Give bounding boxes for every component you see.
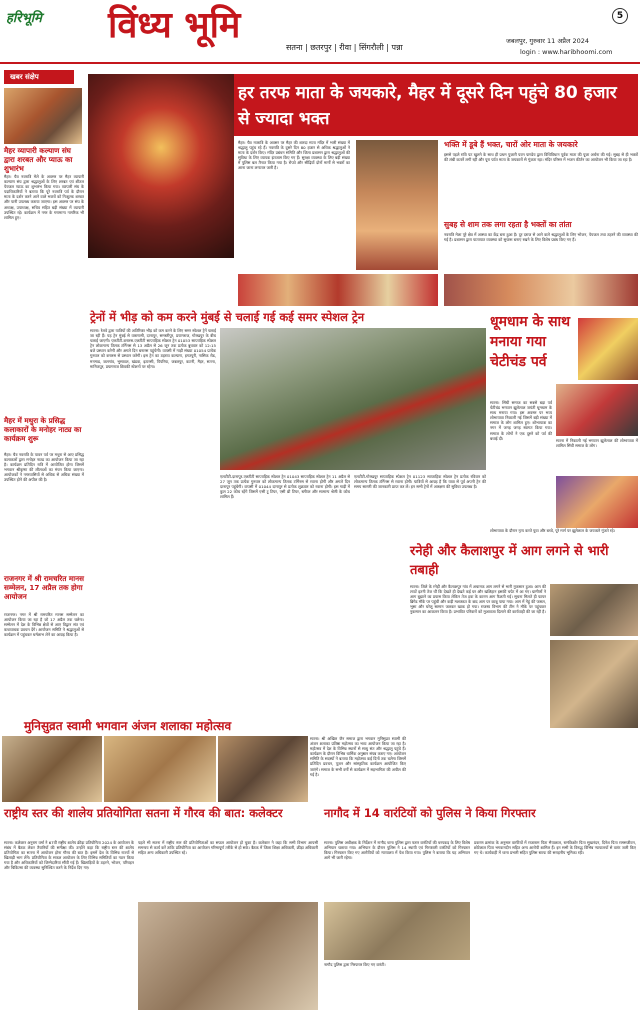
- devotees-photo: [238, 274, 438, 306]
- news-brief-sidebar: [2, 66, 86, 706]
- chetichand-caption-1: सतना में निकाली गई भगवान झूलेलाल की शोभायात्रा में शामिल सिंधी समाज के लोग।: [556, 438, 638, 449]
- police-photo: [324, 902, 470, 960]
- school-body: सतना। कलेक्टर अनुराग वर्मा ने 67वीं राष्ट्रीय शालेय क्रीड़ा प्रतियोगिता 2024 के आयोजन के संबंध में बैठक लेकर तैयारियों की समीक्षा की। उन्होंने कहा कि राष्ट्रीय स्तर की शालेय प्रतियोगिता का सतना में आयोजन होना गौरव की बात है। इसमें देश के विभिन्न राज्यों से खिलाड़ी भाग लेंगे। प्रतियोगिता के सफल आयोजन के लिए विभिन्न समितियों का गठन किया गया है और अधिकारियों को जिम्मेदारियां सौंपी गई हैं। खिलाड़ियों के ठहरने, भोजन, परिवहन और चिकित्सा की व्यवस्था सुनिश्चित करने के निर्देश दिए गए।: [4, 840, 134, 871]
- lead-story: [88, 66, 638, 306]
- trains-body-3: एलटीटी-गोरखपुर साप्ताहिक स्पेशल ट्रेन 01123 साप्ताहिक स्पेशल ट्रेन प्रत्येक रविवार को लोकमान्य तिलक टर्मिनस से रवाना होगी। यात्रियों से आग्रह है कि यात्रा से पूर्व अपनी ट्रेन की समय सारणी की जानकारी प्राप्त कर लें। इन सभी ट्रेनों में आरक्षण की सुविधा उपलब्ध है।: [354, 474, 486, 490]
- chetichand-headline: धूमधाम के साथ मनाया गया चेटीचंड पर्व: [490, 314, 571, 370]
- brief-1-body: मैहर। चैत्र नवरात्रि मेले के अवसर पर मैहर व्यापारी कल्याण संघ द्वारा श्रद्धालुओं के लिए शरबत एवं शीतल पेयजल प्याऊ का शुभारंभ किया गया। व्यापारी संघ के पदाधिकारियों ने बताया कि पूरे नवरात्रि पर्व के दौरान माता के दर्शन करने आने वाले भक्तों को निःशुल्क शरबत और पानी उपलब्ध कराया जाएगा। इस अवसर पर संघ के अध्यक्ष, उपाध्यक्ष, सचिव सहित बड़ी संख्या में व्यापारी उपस्थित रहे। कार्यक्रम में नगर के गणमान्य नागरिक भी शामिल हुए।: [4, 174, 84, 220]
- procession-photo-2: [556, 384, 638, 436]
- meeting-photo: [138, 902, 318, 1010]
- warrant-story: [322, 804, 638, 1014]
- brief-3-body: राजनगर। नगर में श्री रामचरित मानस सम्मेलन का आयोजन किया जा रहा है जो 17 अप्रैल तक चलेगा। सम्मेलन में देश के विभिन्न क्षेत्रों से आए विद्वान संत एवं कथावाचक प्रवचन देंगे। आयोजन समिति ने श्रद्धालुओं से कार्यक्रम में पहुंचकर धर्मलाभ लेने का आग्रह किया है।: [4, 612, 84, 638]
- fire-story: [410, 528, 638, 728]
- deity-photo: [88, 74, 234, 258]
- dateline: जबलपुर, गुरुवार 11 अप्रैल 2024: [506, 37, 590, 45]
- warrant-headline: नागौद में 14 वारंटियों को पुलिस ने किया गिरफ्तार: [324, 806, 536, 820]
- warrant-body-2: प्रकरण क्रमांक के अनुसार वारंटियों में राजाराम पिता भैयालाल, रामकिशोर पिता सुखनंदन, दिनेश पिता रामसजीवन, छोटेलाल पिता भगवानदीन सहित अन्य आरोपी शामिल हैं। इन सभी के विरुद्ध विभिन्न न्यायालयों से वारंट जारी किए गए थे। कार्यवाही में थाना प्रभारी सहित पुलिस स्टाफ की सराहनीय भूमिका रही।: [474, 840, 636, 856]
- school-body-2: पहले भी सतना में राष्ट्रीय स्तर की प्रतियोगिताओं का सफल आयोजन हो चुका है। कलेक्टर ने कहा कि सभी विभाग आपसी समन्वय से कार्य करें ताकि प्रतियोगिता का आयोजन गरिमापूर्ण तरीके से हो सके। बैठक में जिला शिक्षा अधिकारी, क्रीड़ा अधिकारी सहित अन्य अधिकारी उपस्थित रहे।: [138, 840, 318, 856]
- lead-kicker: भक्ति में डूबे हैं भक्त, चारों ओर माता के जयकारे: [444, 140, 578, 149]
- trains-headline: ट्रेनों में भीड़ को कम करने मुंबई से चलाई गई कई समर स्पेशल ट्रेन: [90, 310, 365, 324]
- fire-headline: रनेही और कैलाशपुर में आग लगने से भारी तबाही: [410, 544, 609, 578]
- brief-2-headline: मैहर में मथुरा के प्रसिद्ध कलाकारों के मनोहर नाट्य का कार्यक्रम शुरू: [4, 416, 82, 443]
- section-label: खबर संक्षेप: [4, 70, 74, 84]
- chetichand-caption-2: शोभायात्रा के दौरान नृत्य करते युवा और बच्चे, पूरे मार्ग पर झूलेलाल के जयकारे गूंजते रहे।: [490, 528, 616, 533]
- site-url: login : www.haribhoomi.com: [520, 48, 613, 56]
- page-title: विंध्य भूमि: [108, 5, 241, 46]
- masthead: [0, 0, 640, 64]
- fire-body: सतना। जिले के रनेही और कैलाशपुर गांव में अचानक आग लगने से भारी नुकसान हुआ। आग की लपटें इतनी तेज थीं कि देखते ही देखते कई घर और खलिहान इसकी चपेट में आ गए। ग्रामीणों ने आग बुझाने का प्रयास किया लेकिन तेज हवा के कारण आग फैलती गई। सूचना मिलते ही फायर ब्रिगेड मौके पर पहुंची और कड़ी मशक्कत के बाद आग पर काबू पाया गया। आग में गेहूं की फसल, भूसा और घरेलू सामान जलकर खाक हो गया। राजस्व विभाग की टीम ने मौके पर पहुंचकर नुकसान का आकलन किया है। प्रभावित परिवारों को मुआवजा दिलाने की कार्यवाही की जा रही है।: [410, 584, 546, 615]
- brief-2-body: मैहर। चैत्र नवरात्रि के पावन पर्व पर मथुरा से आए प्रसिद्ध कलाकारों द्वारा मनोहर नाट्य का आयोजन किया जा रहा है। कार्यक्रम प्रतिदिन रात्रि में आयोजित होगा जिसमें भगवान श्रीकृष्ण की लीलाओं का मंचन किया जाएगा। आयोजकों ने नगरवासियों से अधिक से अधिक संख्या में उपस्थित होने की अपील की है।: [4, 452, 84, 483]
- brief-1-headline: मैहर व्यापारी कल्याण संघ द्वारा शरबत और प्याऊ का शुभारंभ: [4, 146, 73, 173]
- trains-body-2: एलटीटी-दानापुर-एलटीटी साप्ताहिक स्पेशल ट्रेन 01043 साप्ताहिक स्पेशल ट्रेन 11 अप्रैल से 27 जून तक प्रत्येक गुरुवार को लोकमान्य तिलक टर्मिनस से रवाना होगी और अगले दिन दानापुर पहुंचेगी। वापसी में 01044 दानापुर से प्रत्येक शुक्रवार को रवाना होगी। इस गाड़ी में कुल 22 कोच रहेंगे जिसमें एसी टू टियर, एसी थ्री टियर, स्लीपर और सामान्य श्रेणी के कोच शामिल हैं।: [220, 474, 350, 500]
- munisuvrat-headline: मुनिसुव्रत स्वामी भगवान अंजन शलाका महोत्सव: [24, 719, 232, 733]
- brand-logo: हरिभूमि: [6, 11, 42, 26]
- fire-photo-2: [550, 640, 638, 728]
- train-photo: [220, 328, 486, 470]
- crowd-photo: [444, 274, 638, 306]
- school-story: [2, 804, 320, 1014]
- lead-kicker-2: सुबह से शाम तक लगा रहता है भक्तों का तांता: [444, 220, 572, 229]
- lead-headline: हर तरफ माता के जयकारे, मैहर में दूसरे दिन पहुंचे 80 हजार से ज्यादा भक्त: [238, 83, 617, 129]
- warrant-body: सतना। पुलिस अधीक्षक के निर्देशन में नागौद थाना पुलिस द्वारा फरार वारंटियों की धरपकड़ के लिए विशेष अभियान चलाया गया। अभियान के दौरान पुलिस ने 14 स्थायी एवं गिरफ्तारी वारंटियों को गिरफ्तार किया। गिरफ्तार किए गए आरोपियों को न्यायालय में पेश किया गया। पुलिस ने बताया कि यह अभियान आगे भी जारी रहेगा।: [324, 840, 470, 861]
- ceremony-photo-2: [104, 736, 216, 802]
- school-headline: राष्ट्रीय स्तर की शालेय प्रतियोगिता सतना में गौरव की बात: कलेक्टर: [4, 806, 283, 820]
- fair-photo: [4, 88, 82, 144]
- trains-body: सतना। रेलवे द्वारा यात्रियों की अतिरिक्त भीड़ को कम करने के लिए समर स्पेशल ट्रेनें चलाई जा रही हैं। यह ट्रेन मुंबई से वाराणसी, दानापुर, समस्तीपुर, प्रयागराज, गोरखपुर के बीच चलाई जाएगी। एलटीटी-बनारस-एलटीटी साप्ताहिक स्पेशल ट्रेन 01053 साप्ताहिक स्पेशल ट्रेन लोकमान्य तिलक टर्मिनस से 13 अप्रैल से 26 जून तक प्रत्येक बुधवार को 12:15 बजे प्रस्थान करेगी और अगले दिन बनारस पहुंचेगी। वापसी में गाड़ी संख्या 01054 प्रत्येक गुरुवार को बनारस से प्रस्थान करेगी। इस ट्रेन का ठहराव कल्याण, इगतपुरी, नासिक रोड, मनमाड, जलगांव, भुसावल, खंडवा, इटारसी, पिपरिया, जबलपुर, कटनी, मैहर, सतना, मानिकपुर, प्रयागराज छिवकी स्टेशनों पर रहेगा।: [90, 328, 216, 369]
- regions-strip: सतना | छतरपुर | रीवा | सिंगरौली | पन्ना: [286, 43, 403, 52]
- lead-body-3: नवरात्रि मेला पूरे क्षेत्र में आस्था का केंद्र बना हुआ है। दूर दराज से आने वाले श्रद्धालुओं के लिए भोजन, पेयजल तथा ठहरने की व्यवस्था की गई है। प्रशासन द्वारा यातायात व्यवस्था को सुचारू बनाए रखने के लिए विशेष प्रबंध किए गए हैं।: [444, 232, 638, 243]
- munisuvrat-body: सतना। श्री अखिल जैन समाज द्वारा भगवान मुनिसुव्रत स्वामी की अंजन शलाका प्रतिष्ठा महोत्सव का भव्य आयोजन किया जा रहा है। महोत्सव में देश के विभिन्न स्थानों से साधु संत और श्रद्धालु पहुंचे हैं। कार्यक्रम के दौरान विभिन्न धार्मिक अनुष्ठान संपन्न कराए गए। आयोजन समिति के सदस्यों ने बताया कि महोत्सव कई दिनों तक चलेगा जिसमें प्रतिदिन प्रवचन, पूजन और सांस्कृतिक कार्यक्रम आयोजित किए जाएंगे। समाज के सभी वर्गों से कार्यक्रम में सहभागिता की अपील की गई है।: [310, 736, 406, 777]
- brief-3-headline: राजनगर में श्री रामचरित मानस सम्मेलन, 17 अप्रैल तक होगा आयोजन: [4, 574, 84, 601]
- warrant-caption: नागौद पुलिस द्वारा गिरफ्तार किए गए वारंटी।: [324, 962, 386, 967]
- chetichand-story: [490, 308, 638, 528]
- page-number: 5: [612, 8, 628, 24]
- chetichand-body: सतना। सिंधी समाज का सबसे बड़ा पर्व चेटीचंड भगवान झूलेलाल जयंती धूमधाम के साथ मनाया गया। इस अवसर पर भव्य शोभायात्रा निकाली गई जिसमें बड़ी संख्या में समाज के लोग शामिल हुए। शोभायात्रा का नगर में जगह जगह स्वागत किया गया। समाज के लोगों ने एक दूसरे को पर्व की बधाई दी।: [490, 400, 552, 441]
- procession-photo-3: [556, 476, 638, 528]
- lead-body: मैहर। चैत्र नवरात्रि के अवसर पर मैहर की शारदा माता मंदिर में भारी संख्या में श्रद्धालु पहुंच रहे हैं। नवरात्रि के दूसरे दिन 80 हजार से अधिक श्रद्धालुओं ने माता के दर्शन किए। मंदिर प्रबंधन समिति और जिला प्रशासन द्वारा श्रद्धालुओं की सुविधा के लिए व्यापक इंतजाम किए गए हैं। सुरक्षा व्यवस्था के लिए बड़ी संख्या में पुलिस बल तैनात किया गया है। रोपवे और सीढ़ियों दोनों मार्गों से भक्तों का आना जाना लगातार जारी है।: [238, 140, 350, 171]
- masthead-rule: [0, 62, 640, 64]
- crowd-photo-2: [356, 140, 438, 270]
- procession-photo-1: [578, 318, 638, 380]
- lead-body-2: इससे पहले रात्रि पट खुलने के साथ ही प्रथम पुजारी पवन पाण्डेय द्वारा विधिविधान पूर्वक माता की पूजा अर्चना की गई। सुबह से ही भक्तों की लंबी कतारें लगी रहीं और पूरा पर्वत माता के जयकारों से गूंजता रहा। मंदिर परिसर में भजन कीर्तन का आयोजन भी किया जा रहा है।: [444, 152, 638, 163]
- fire-photo-1: [550, 584, 638, 636]
- ceremony-photo-1: [2, 736, 102, 802]
- ceremony-photo-3: [218, 736, 308, 802]
